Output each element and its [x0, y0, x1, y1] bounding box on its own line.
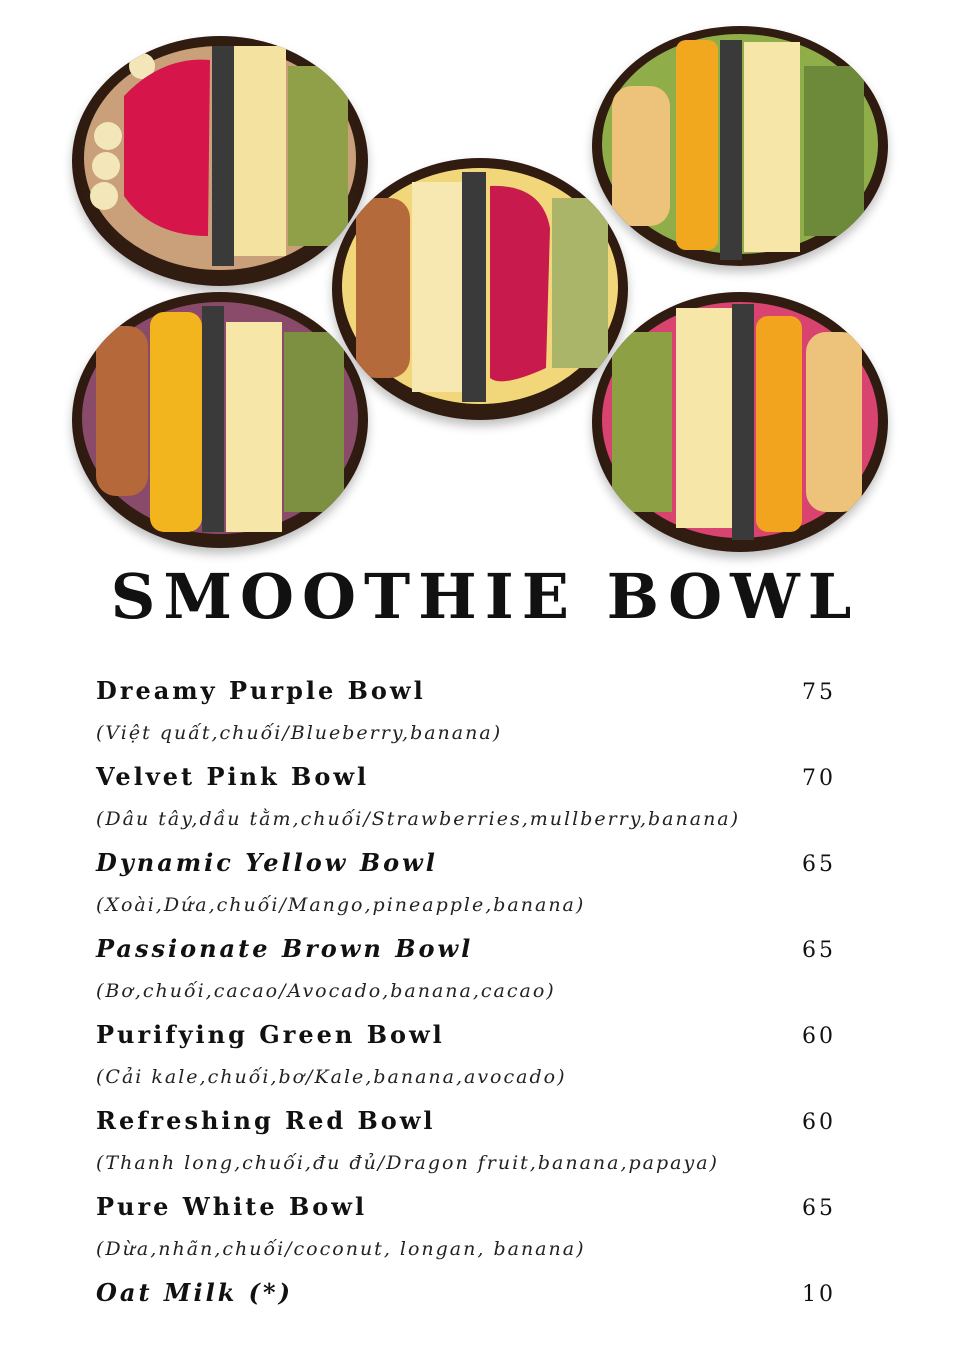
- menu-item: [96, 1278, 836, 1364]
- menu-item-price: 65: [802, 938, 836, 963]
- menu-item-name: Passionate Brown Bowl: [96, 934, 474, 963]
- bowl-image-green: [592, 26, 888, 266]
- menu-item-price: 10: [802, 1282, 836, 1307]
- menu-item-name: Velvet Pink Bowl: [96, 762, 370, 791]
- menu-item-price: 65: [802, 1196, 836, 1221]
- menu-item-description: (Thanh long,chuối,đu đủ/Dragon fruit,banana,papaya): [96, 1152, 719, 1174]
- menu-item-description: (Dừa,nhãn,chuối/coconut, longan, banana): [96, 1238, 586, 1260]
- menu-item-description: (Bơ,chuối,cacao/Avocado,banana,cacao): [96, 980, 556, 1002]
- menu-item-description: (Việt quất,chuối/Blueberry,banana): [96, 722, 503, 744]
- menu-item-price: 60: [802, 1024, 836, 1049]
- menu-item: [96, 762, 836, 848]
- menu-item-price: 75: [802, 680, 836, 705]
- menu-item-description: (Xoài,Dứa,chuối/Mango,pineapple,banana): [96, 894, 586, 916]
- bowl-image-yellow: [332, 158, 628, 420]
- menu-item-name: Dreamy Purple Bowl: [96, 676, 426, 705]
- menu-item-price: 70: [802, 766, 836, 791]
- menu-item: [96, 1020, 836, 1106]
- menu-item-name: Oat Milk (*): [96, 1278, 293, 1307]
- menu-item-name: Refreshing Red Bowl: [96, 1106, 436, 1135]
- menu-title: SMOOTHIE BOWL: [110, 560, 860, 633]
- menu-item: [96, 676, 836, 762]
- menu-item-description: (Cải kale,chuối,bơ/Kale,banana,avocado): [96, 1066, 567, 1088]
- bowl-image-purple: [72, 292, 368, 548]
- menu-item: [96, 1192, 836, 1278]
- menu-item-description: (Dâu tây,dầu tằm,chuối/Strawberries,mullberry,banana): [96, 808, 741, 830]
- bowl-image-pink: [592, 292, 888, 552]
- menu-item-price: 60: [802, 1110, 836, 1135]
- menu-item-name: Pure White Bowl: [96, 1192, 368, 1221]
- menu-item-name: Dynamic Yellow Bowl: [96, 848, 438, 877]
- menu-item: [96, 934, 836, 1020]
- bowl-image-dragonfruit: [72, 36, 368, 286]
- menu-item: [96, 848, 836, 934]
- menu-item-price: 65: [802, 852, 836, 877]
- smoothie-bowls-photo: [0, 0, 960, 560]
- menu-list: [96, 676, 836, 1364]
- menu-item: [96, 1106, 836, 1192]
- menu-item-name: Purifying Green Bowl: [96, 1020, 445, 1049]
